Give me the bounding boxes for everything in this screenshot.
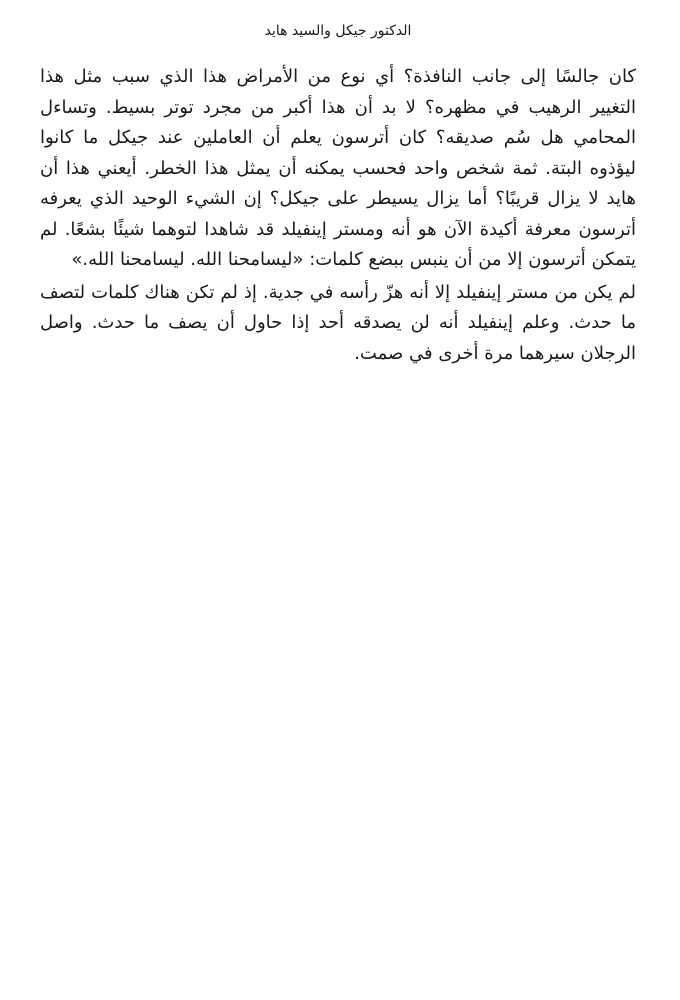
paragraph-1: كان جالسًا إلى جانب النافذة؟ أي نوع من الأمراض هذا الذي سبب مثل هذا التغيير الرهيب في مظهره؟ لا بد أن هذا أكبر من مجرد توتر بسيط. وتساءل المحامي هل سُم صديقه؟ كان أترسون يعلم أن العاملين عند جيكل ما كانوا ليؤذوه البتة. ثمة شخص واحد فحسب يمكنه أن يمثل هذا الخطر. أيعني هذا أن هايد لا يزال قريبًا؟ أما يزال يسيطر على جيكل؟ إن الشيء الوحيد الذي يعرفه أترسون معرفة أكيدة الآن هو أنه ومستر إينفيلد قد شاهدا لتوهما شيئًا بشعًا. لم يتمكن أترسون إلا من أن ينبس ببضع كلمات: «ليسامحنا الله. ليسامحنا الله.» [40,66,636,270]
paragraph-2: لم يكن من مستر إينفيلد إلا أنه هزّ رأسه في جدية. إذ لم تكن هناك كلمات لتصف ما حدث. وعلم إينفيلد أنه لن يصدقه أحد إذا حاول أن يصف ما حدث. واصل الرجلان سيرهما مرة أخرى في صمت. [40,281,636,364]
running-header-title: الدكتور جيكل والسيد هايد [264,23,412,39]
body-text [40,62,636,369]
